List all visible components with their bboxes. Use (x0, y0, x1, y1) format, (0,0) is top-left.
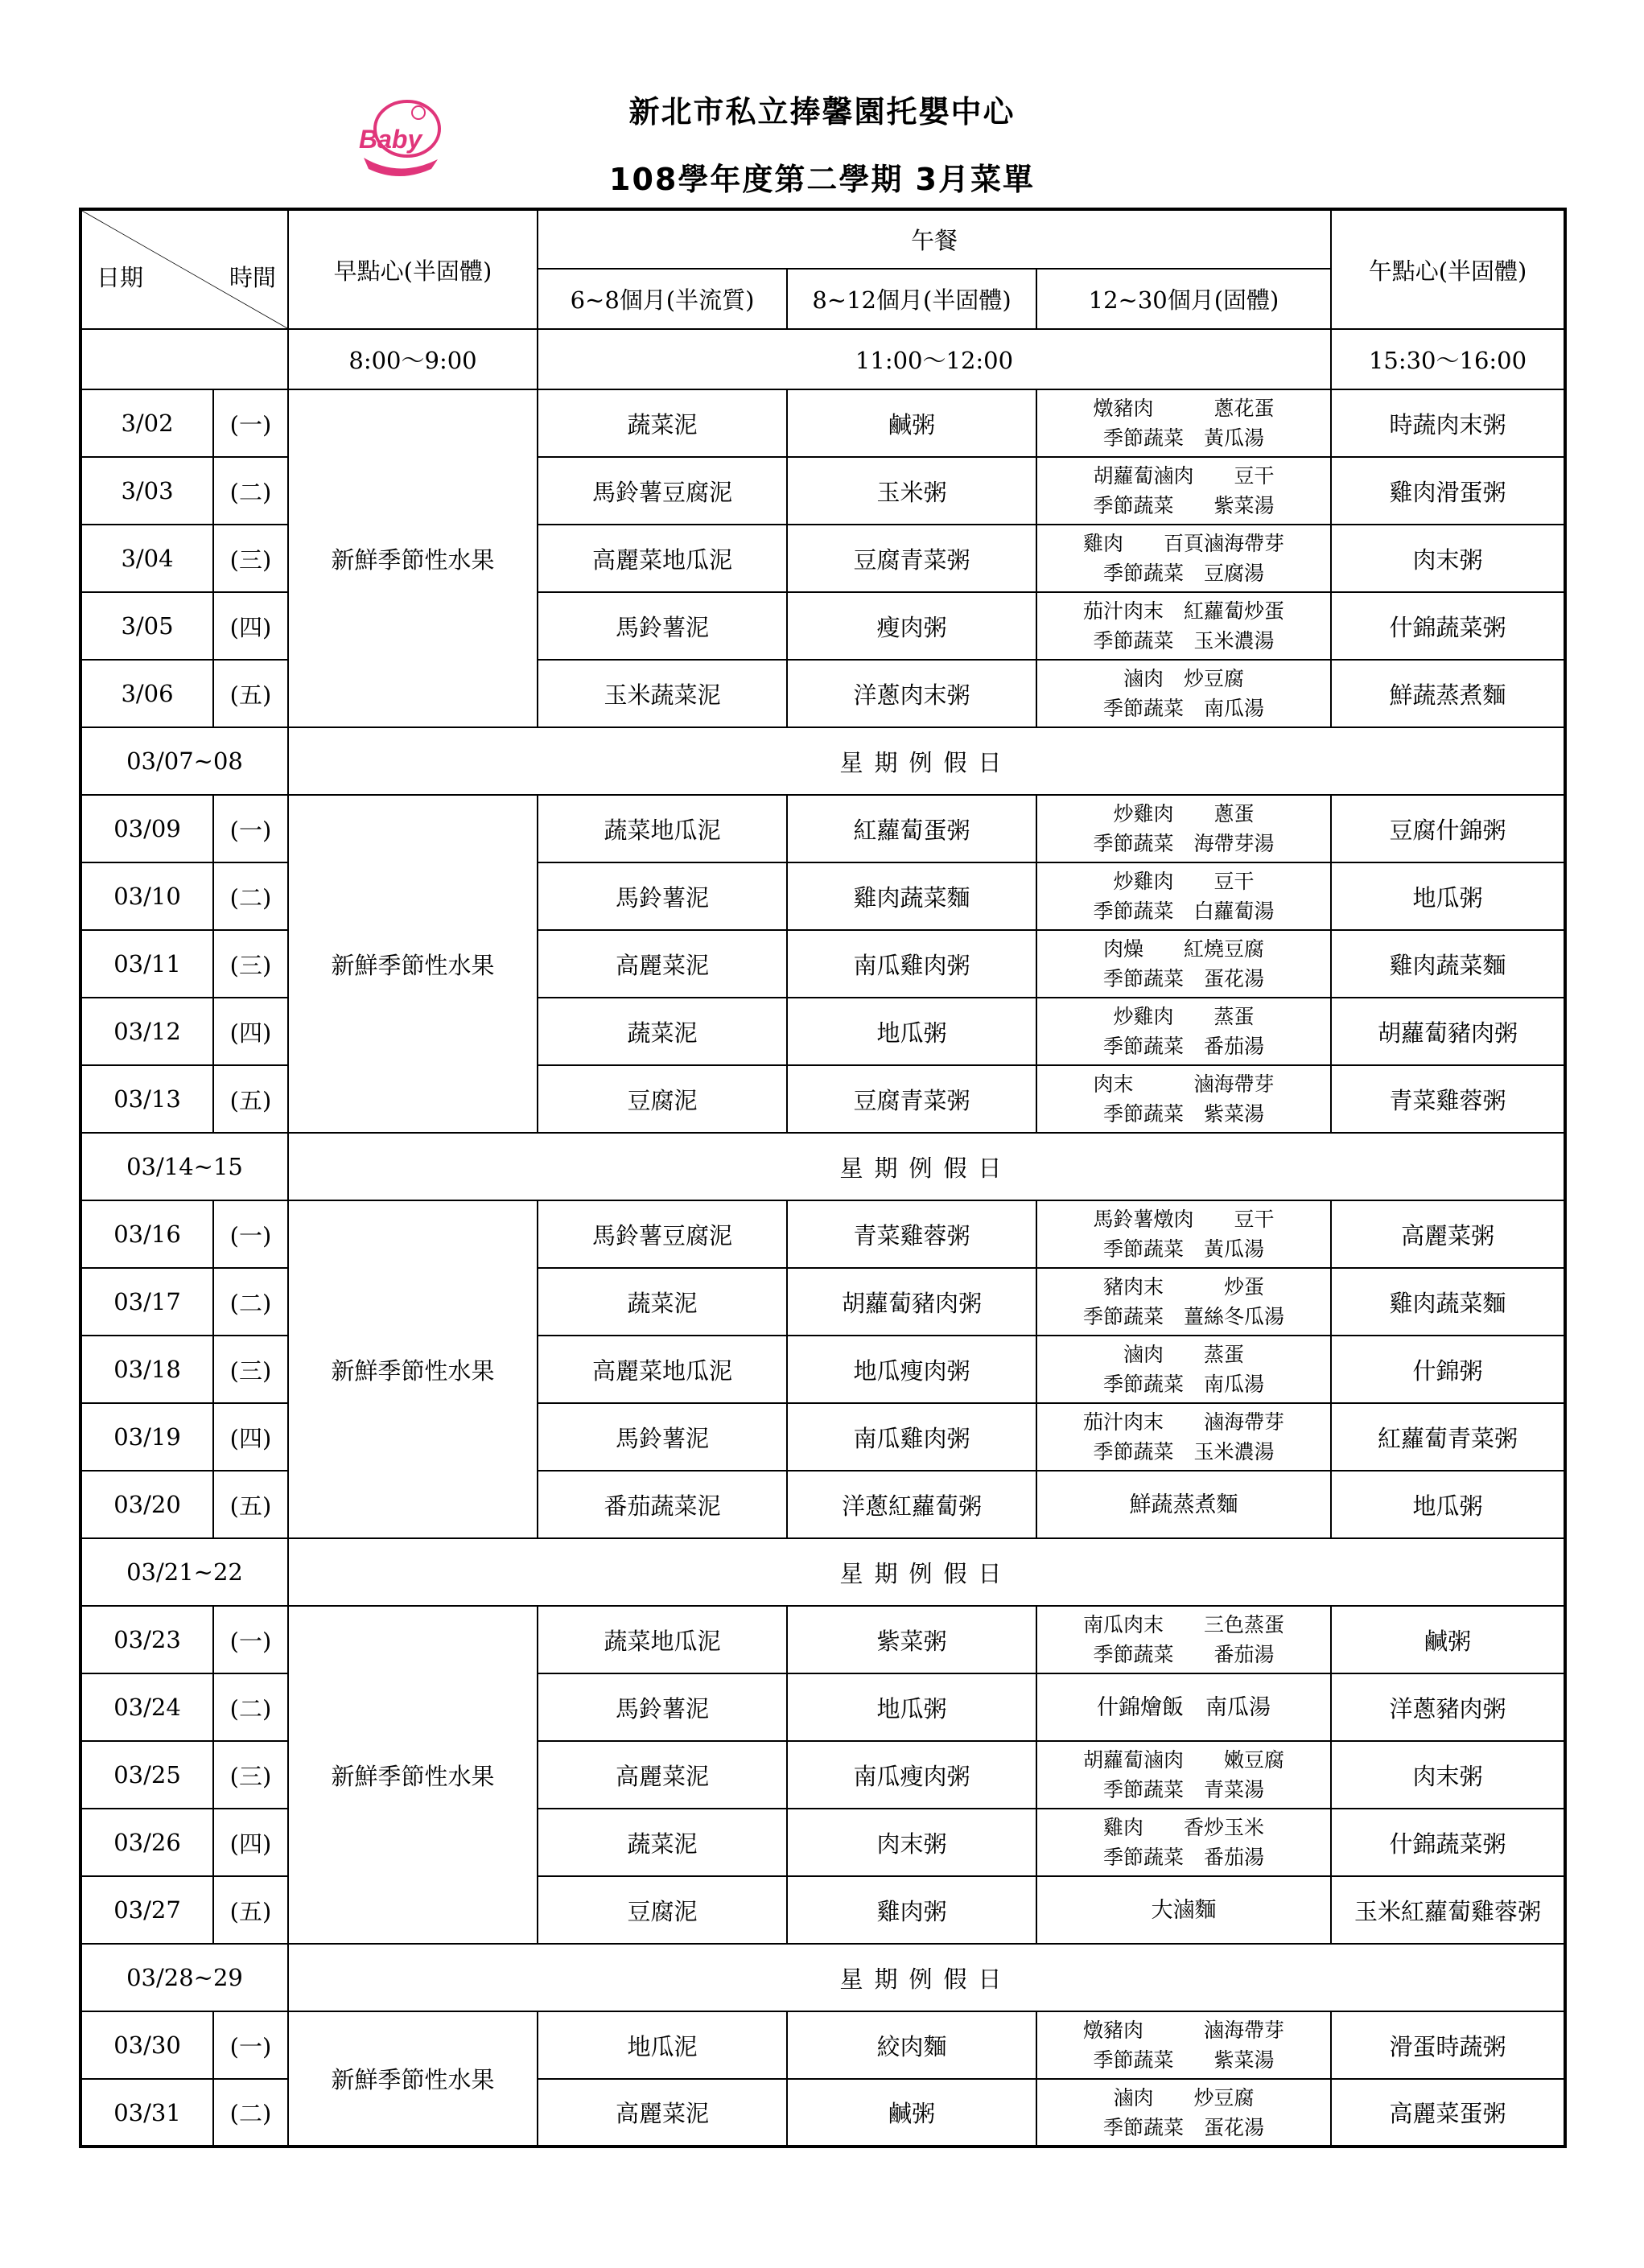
lunch-6-8-cell: 蔬菜泥 (538, 389, 787, 457)
date-cell: 03/27 (80, 1876, 213, 1944)
lunch-8-12-cell: 豆腐青菜粥 (787, 525, 1036, 592)
weekday-cell: (四) (213, 1403, 288, 1471)
holiday-label-cell: 星期例假日 (288, 1538, 1565, 1606)
afternoon-snack-cell: 高麗菜粥 (1331, 1200, 1565, 1268)
weekday-cell: (一) (213, 795, 288, 862)
lunch-8-12-cell: 肉末粥 (787, 1809, 1036, 1876)
holiday-row (80, 727, 1565, 795)
weekday-cell: (二) (213, 457, 288, 525)
lunch-12-30-line2: 季節蔬菜 番茄湯 (1103, 1035, 1265, 1058)
afternoon-snack-cell: 高麗菜蛋粥 (1331, 2079, 1565, 2147)
date-cell: 03/30 (80, 2011, 213, 2079)
lunch-8-12-cell: 雞肉粥 (787, 1876, 1036, 1944)
holiday-date-cell: 03/21~22 (80, 1538, 288, 1606)
lunch-12-30-line1: 大滷麵 (1151, 1897, 1217, 1923)
lunch-6-8-header: 6~8個月(半流質) (538, 269, 787, 329)
weekday-cell: (五) (213, 1471, 288, 1538)
lunch-12-30-line1: 馬鈴薯燉肉 豆干 (1093, 1208, 1275, 1231)
weekday-cell: (四) (213, 1809, 288, 1876)
lunch-6-8-cell: 地瓜泥 (538, 2011, 787, 2079)
lunch-12-30-line1: 炒雞肉 蒸蛋 (1113, 1005, 1255, 1028)
lunch-8-12-cell: 南瓜雞肉粥 (787, 1403, 1036, 1471)
lunch-12-30-cell (1036, 930, 1331, 998)
menu-title: 108學年度第二學期 3月菜單 (609, 162, 1035, 197)
date-cell: 03/11 (80, 930, 213, 998)
holiday-row (80, 1133, 1565, 1200)
lunch-8-12-cell: 鹹粥 (787, 389, 1036, 457)
lunch-6-8-cell: 馬鈴薯泥 (538, 1673, 787, 1741)
lunch-12-30-cell (1036, 862, 1331, 930)
menu-row (80, 1200, 1565, 1268)
lunch-8-12-cell: 胡蘿蔔豬肉粥 (787, 1268, 1036, 1336)
lunch-12-30-cell (1036, 795, 1331, 862)
date-cell: 3/04 (80, 525, 213, 592)
lunch-6-8-cell: 高麗菜地瓜泥 (538, 1336, 787, 1403)
lunch-12-30-line2: 季節蔬菜 豆腐湯 (1103, 562, 1265, 585)
lunch-12-30-line2: 季節蔬菜 玉米濃湯 (1093, 629, 1275, 652)
lunch-12-30-cell (1036, 1741, 1331, 1809)
lunch-12-30-line1: 滷肉 炒豆腐 (1123, 667, 1245, 690)
lunch-12-30-line1: 胡蘿蔔滷肉 嫩豆腐 (1083, 1748, 1285, 1772)
lunch-12-30-cell (1036, 1809, 1331, 1876)
holiday-date-cell: 03/14~15 (80, 1133, 288, 1200)
lunch-8-12-cell: 玉米粥 (787, 457, 1036, 525)
lunch-12-30-cell (1036, 1268, 1331, 1336)
afternoon-snack-cell: 肉末粥 (1331, 1741, 1565, 1809)
corner-header (80, 209, 288, 329)
lunch-12-30-line1: 南瓜肉末 三色蒸蛋 (1083, 1613, 1285, 1636)
lunch-12-30-cell (1036, 660, 1331, 727)
lunch-12-30-line1: 胡蘿蔔滷肉 豆干 (1093, 464, 1275, 488)
date-cell: 3/06 (80, 660, 213, 727)
lunch-6-8-cell: 豆腐泥 (538, 1876, 787, 1944)
lunch-6-8-cell: 馬鈴薯泥 (538, 1403, 787, 1471)
menu-row (80, 389, 1565, 457)
lunch-8-12-cell: 洋蔥紅蘿蔔粥 (787, 1471, 1036, 1538)
weekday-cell: (五) (213, 1876, 288, 1944)
lunch-6-8-cell: 蔬菜地瓜泥 (538, 795, 787, 862)
lunch-12-30-cell (1036, 1200, 1331, 1268)
holiday-row (80, 1538, 1565, 1606)
weekday-cell: (一) (213, 1200, 288, 1268)
lunch-12-30-line2: 季節蔬菜 南瓜湯 (1103, 697, 1265, 720)
lunch-12-30-line1: 燉豬肉 滷海帶芽 (1083, 2019, 1285, 2042)
afternoon-snack-cell: 鮮蔬蒸煮麵 (1331, 660, 1565, 727)
lunch-6-8-cell: 馬鈴薯泥 (538, 592, 787, 660)
lunch-12-30-cell (1036, 1065, 1331, 1133)
lunch-12-30-line2: 季節蔬菜 海帶芽湯 (1093, 832, 1275, 855)
date-cell: 3/02 (80, 389, 213, 457)
lunch-12-30-line1: 茄汁肉末 紅蘿蔔炒蛋 (1083, 599, 1285, 623)
date-cell: 3/03 (80, 457, 213, 525)
lunch-12-30-line2: 季節蔬菜 南瓜湯 (1103, 1373, 1265, 1396)
lunch-8-12-header: 8~12個月(半固體) (787, 269, 1036, 329)
lunch-8-12-cell: 洋蔥肉末粥 (787, 660, 1036, 727)
lunch-12-30-line2: 季節蔬菜 玉米濃湯 (1093, 1440, 1275, 1463)
menu-row (80, 2011, 1565, 2079)
lunch-12-30-line2: 季節蔬菜 黃瓜湯 (1103, 426, 1265, 450)
date-cell: 03/20 (80, 1471, 213, 1538)
lunch-6-8-cell: 蔬菜地瓜泥 (538, 1606, 787, 1673)
lunch-12-30-line1: 滷肉 炒豆腐 (1113, 2085, 1255, 2110)
morning-snack-header: 早點心(半固體) (288, 209, 538, 329)
fruit-cell: 新鮮季節性水果 (288, 1606, 538, 1944)
school-name: 新北市私立捧馨園托嬰中心 (628, 94, 1016, 130)
afternoon-snack-cell: 雞肉蔬菜麵 (1331, 1268, 1565, 1336)
date-cell: 03/17 (80, 1268, 213, 1336)
lunch-8-12-cell: 地瓜粥 (787, 1673, 1036, 1741)
weekday-cell: (三) (213, 1741, 288, 1809)
afternoon-snack-cell: 青菜雞蓉粥 (1331, 1065, 1565, 1133)
date-cell: 03/26 (80, 1809, 213, 1876)
lunch-8-12-cell: 南瓜雞肉粥 (787, 930, 1036, 998)
afternoon-snack-cell: 地瓜粥 (1331, 862, 1565, 930)
lunch-12-30-line1: 鮮蔬蒸煮麵 (1129, 1492, 1238, 1517)
date-cell: 3/05 (80, 592, 213, 660)
lunch-12-30-line1: 炒雞肉 蔥蛋 (1113, 802, 1255, 825)
lunch-header: 午餐 (538, 209, 1331, 269)
lunch-8-12-cell: 豆腐青菜粥 (787, 1065, 1036, 1133)
lunch-12-30-line1: 什錦燴飯 南瓜湯 (1097, 1694, 1271, 1720)
afternoon-snack-cell: 雞肉滑蛋粥 (1331, 457, 1565, 525)
weekday-cell: (四) (213, 592, 288, 660)
lunch-12-30-line1: 肉燥 紅燒豆腐 (1103, 937, 1265, 961)
weekday-cell: (一) (213, 2011, 288, 2079)
afternoon-snack-cell: 什錦蔬菜粥 (1331, 1809, 1565, 1876)
corner-date-label: 日期 (97, 264, 144, 291)
lunch-6-8-cell: 高麗菜泥 (538, 1741, 787, 1809)
lunch-12-30-line2: 季節蔬菜 黃瓜湯 (1103, 1237, 1265, 1261)
lunch-6-8-cell: 馬鈴薯泥 (538, 862, 787, 930)
afternoon-snack-cell: 雞肉蔬菜麵 (1331, 930, 1565, 998)
date-cell: 03/16 (80, 1200, 213, 1268)
afternoon-snack-cell: 滑蛋時蔬粥 (1331, 2011, 1565, 2079)
time-blank (80, 329, 288, 389)
date-cell: 03/10 (80, 862, 213, 930)
lunch-6-8-cell: 番茄蔬菜泥 (538, 1471, 787, 1538)
fruit-cell: 新鮮季節性水果 (288, 795, 538, 1133)
weekday-cell: (二) (213, 1268, 288, 1336)
lunch-12-30-cell (1036, 1471, 1331, 1538)
time-afternoon: 15:30～16:00 (1331, 329, 1565, 389)
fruit-cell: 新鮮季節性水果 (288, 2011, 538, 2147)
lunch-12-30-line1: 豬肉末 炒蛋 (1103, 1275, 1265, 1299)
afternoon-snack-cell: 豆腐什錦粥 (1331, 795, 1565, 862)
lunch-12-30-line1: 茄汁肉末 滷海帶芽 (1083, 1410, 1285, 1434)
lunch-12-30-cell (1036, 2079, 1331, 2147)
lunch-12-30-line1: 雞肉 百頁滷海帶芽 (1083, 532, 1285, 555)
lunch-12-30-line1: 肉末 滷海帶芽 (1093, 1072, 1275, 1096)
afternoon-snack-cell: 肉末粥 (1331, 525, 1565, 592)
lunch-6-8-cell: 豆腐泥 (538, 1065, 787, 1133)
lunch-12-30-line2: 季節蔬菜 蛋花湯 (1103, 2115, 1265, 2139)
afternoon-snack-header: 午點心(半固體) (1331, 209, 1565, 329)
lunch-6-8-cell: 馬鈴薯豆腐泥 (538, 1200, 787, 1268)
lunch-8-12-cell: 地瓜粥 (787, 998, 1036, 1065)
menu-row (80, 1606, 1565, 1673)
lunch-12-30-line2: 季節蔬菜 紫菜湯 (1093, 494, 1275, 517)
holiday-label-cell: 星期例假日 (288, 1944, 1565, 2011)
lunch-12-30-cell (1036, 2011, 1331, 2079)
lunch-12-30-cell (1036, 1403, 1331, 1471)
lunch-12-30-cell (1036, 1673, 1331, 1741)
holiday-date-cell: 03/28~29 (80, 1944, 288, 2011)
lunch-6-8-cell: 蔬菜泥 (538, 1268, 787, 1336)
lunch-6-8-cell: 蔬菜泥 (538, 1809, 787, 1876)
date-cell: 03/23 (80, 1606, 213, 1673)
holiday-label-cell: 星期例假日 (288, 1133, 1565, 1200)
lunch-6-8-cell: 高麗菜地瓜泥 (538, 525, 787, 592)
lunch-12-30-cell (1036, 389, 1331, 457)
date-cell: 03/31 (80, 2079, 213, 2147)
lunch-8-12-cell: 瘦肉粥 (787, 592, 1036, 660)
weekday-cell: (一) (213, 389, 288, 457)
weekday-cell: (三) (213, 525, 288, 592)
lunch-12-30-cell (1036, 457, 1331, 525)
lunch-12-30-line1: 炒雞肉 豆干 (1113, 870, 1255, 893)
lunch-6-8-cell: 高麗菜泥 (538, 930, 787, 998)
date-cell: 03/24 (80, 1673, 213, 1741)
lunch-12-30-cell (1036, 1606, 1331, 1673)
afternoon-snack-cell: 什錦蔬菜粥 (1331, 592, 1565, 660)
weekday-cell: (五) (213, 660, 288, 727)
lunch-8-12-cell: 南瓜瘦肉粥 (787, 1741, 1036, 1809)
afternoon-snack-cell: 玉米紅蘿蔔雞蓉粥 (1331, 1876, 1565, 1944)
time-lunch: 11:00～12:00 (538, 329, 1331, 389)
lunch-6-8-cell: 玉米蔬菜泥 (538, 660, 787, 727)
time-morning: 8:00～9:00 (288, 329, 538, 389)
afternoon-snack-cell: 什錦粥 (1331, 1336, 1565, 1403)
weekday-cell: (四) (213, 998, 288, 1065)
date-cell: 03/18 (80, 1336, 213, 1403)
corner-time-label: 時間 (229, 264, 276, 291)
holiday-row (80, 1944, 1565, 2011)
lunch-12-30-header: 12~30個月(固體) (1036, 269, 1331, 329)
date-cell: 03/13 (80, 1065, 213, 1133)
lunch-12-30-cell (1036, 998, 1331, 1065)
lunch-12-30-line1: 燉豬肉 蔥花蛋 (1093, 397, 1275, 420)
lunch-8-12-cell: 紅蘿蔔蛋粥 (787, 795, 1036, 862)
afternoon-snack-cell: 紅蘿蔔青菜粥 (1331, 1403, 1565, 1471)
weekday-cell: (二) (213, 862, 288, 930)
lunch-12-30-line2: 季節蔬菜 番茄湯 (1103, 1846, 1265, 1869)
lunch-12-30-line2: 季節蔬菜 薑絲冬瓜湯 (1083, 1305, 1285, 1328)
lunch-6-8-cell: 蔬菜泥 (538, 998, 787, 1065)
lunch-12-30-line1: 滷肉 蒸蛋 (1123, 1343, 1245, 1366)
lunch-12-30-line2: 季節蔬菜 紫菜湯 (1093, 2048, 1275, 2072)
date-cell: 03/09 (80, 795, 213, 862)
holiday-label-cell: 星期例假日 (288, 727, 1565, 795)
lunch-8-12-cell: 青菜雞蓉粥 (787, 1200, 1036, 1268)
weekday-cell: (二) (213, 1673, 288, 1741)
lunch-8-12-cell: 雞肉蔬菜麵 (787, 862, 1036, 930)
menu-table (79, 208, 1567, 2148)
lunch-12-30-cell (1036, 1336, 1331, 1403)
lunch-8-12-cell: 地瓜瘦肉粥 (787, 1336, 1036, 1403)
lunch-6-8-cell: 馬鈴薯豆腐泥 (538, 457, 787, 525)
weekday-cell: (五) (213, 1065, 288, 1133)
lunch-12-30-line2: 季節蔬菜 青菜湯 (1103, 1778, 1265, 1801)
afternoon-snack-cell: 鹹粥 (1331, 1606, 1565, 1673)
date-cell: 03/25 (80, 1741, 213, 1809)
lunch-12-30-line2: 季節蔬菜 白蘿蔔湯 (1093, 899, 1275, 923)
weekday-cell: (三) (213, 1336, 288, 1403)
afternoon-snack-cell: 洋蔥豬肉粥 (1331, 1673, 1565, 1741)
weekday-cell: (二) (213, 2079, 288, 2147)
weekday-cell: (三) (213, 930, 288, 998)
lunch-12-30-line1: 雞肉 香炒玉米 (1103, 1816, 1265, 1839)
date-cell: 03/19 (80, 1403, 213, 1471)
lunch-12-30-line2: 季節蔬菜 番茄湯 (1093, 1643, 1275, 1666)
lunch-12-30-cell (1036, 592, 1331, 660)
menu-row (80, 795, 1565, 862)
weekday-cell: (一) (213, 1606, 288, 1673)
date-cell: 03/12 (80, 998, 213, 1065)
holiday-date-cell: 03/07~08 (80, 727, 288, 795)
afternoon-snack-cell: 地瓜粥 (1331, 1471, 1565, 1538)
lunch-8-12-cell: 絞肉麵 (787, 2011, 1036, 2079)
afternoon-snack-cell: 胡蘿蔔豬肉粥 (1331, 998, 1565, 1065)
fruit-cell: 新鮮季節性水果 (288, 1200, 538, 1538)
lunch-8-12-cell: 紫菜粥 (787, 1606, 1036, 1673)
afternoon-snack-cell: 時蔬肉末粥 (1331, 389, 1565, 457)
lunch-6-8-cell: 高麗菜泥 (538, 2079, 787, 2147)
svg-text:Baby: Baby (359, 125, 422, 154)
lunch-12-30-cell (1036, 1876, 1331, 1944)
lunch-12-30-line2: 季節蔬菜 蛋花湯 (1103, 967, 1265, 990)
fruit-cell: 新鮮季節性水果 (288, 389, 538, 727)
lunch-12-30-line2: 季節蔬菜 紫菜湯 (1103, 1102, 1265, 1126)
lunch-12-30-cell (1036, 525, 1331, 592)
lunch-8-12-cell: 鹹粥 (787, 2079, 1036, 2147)
